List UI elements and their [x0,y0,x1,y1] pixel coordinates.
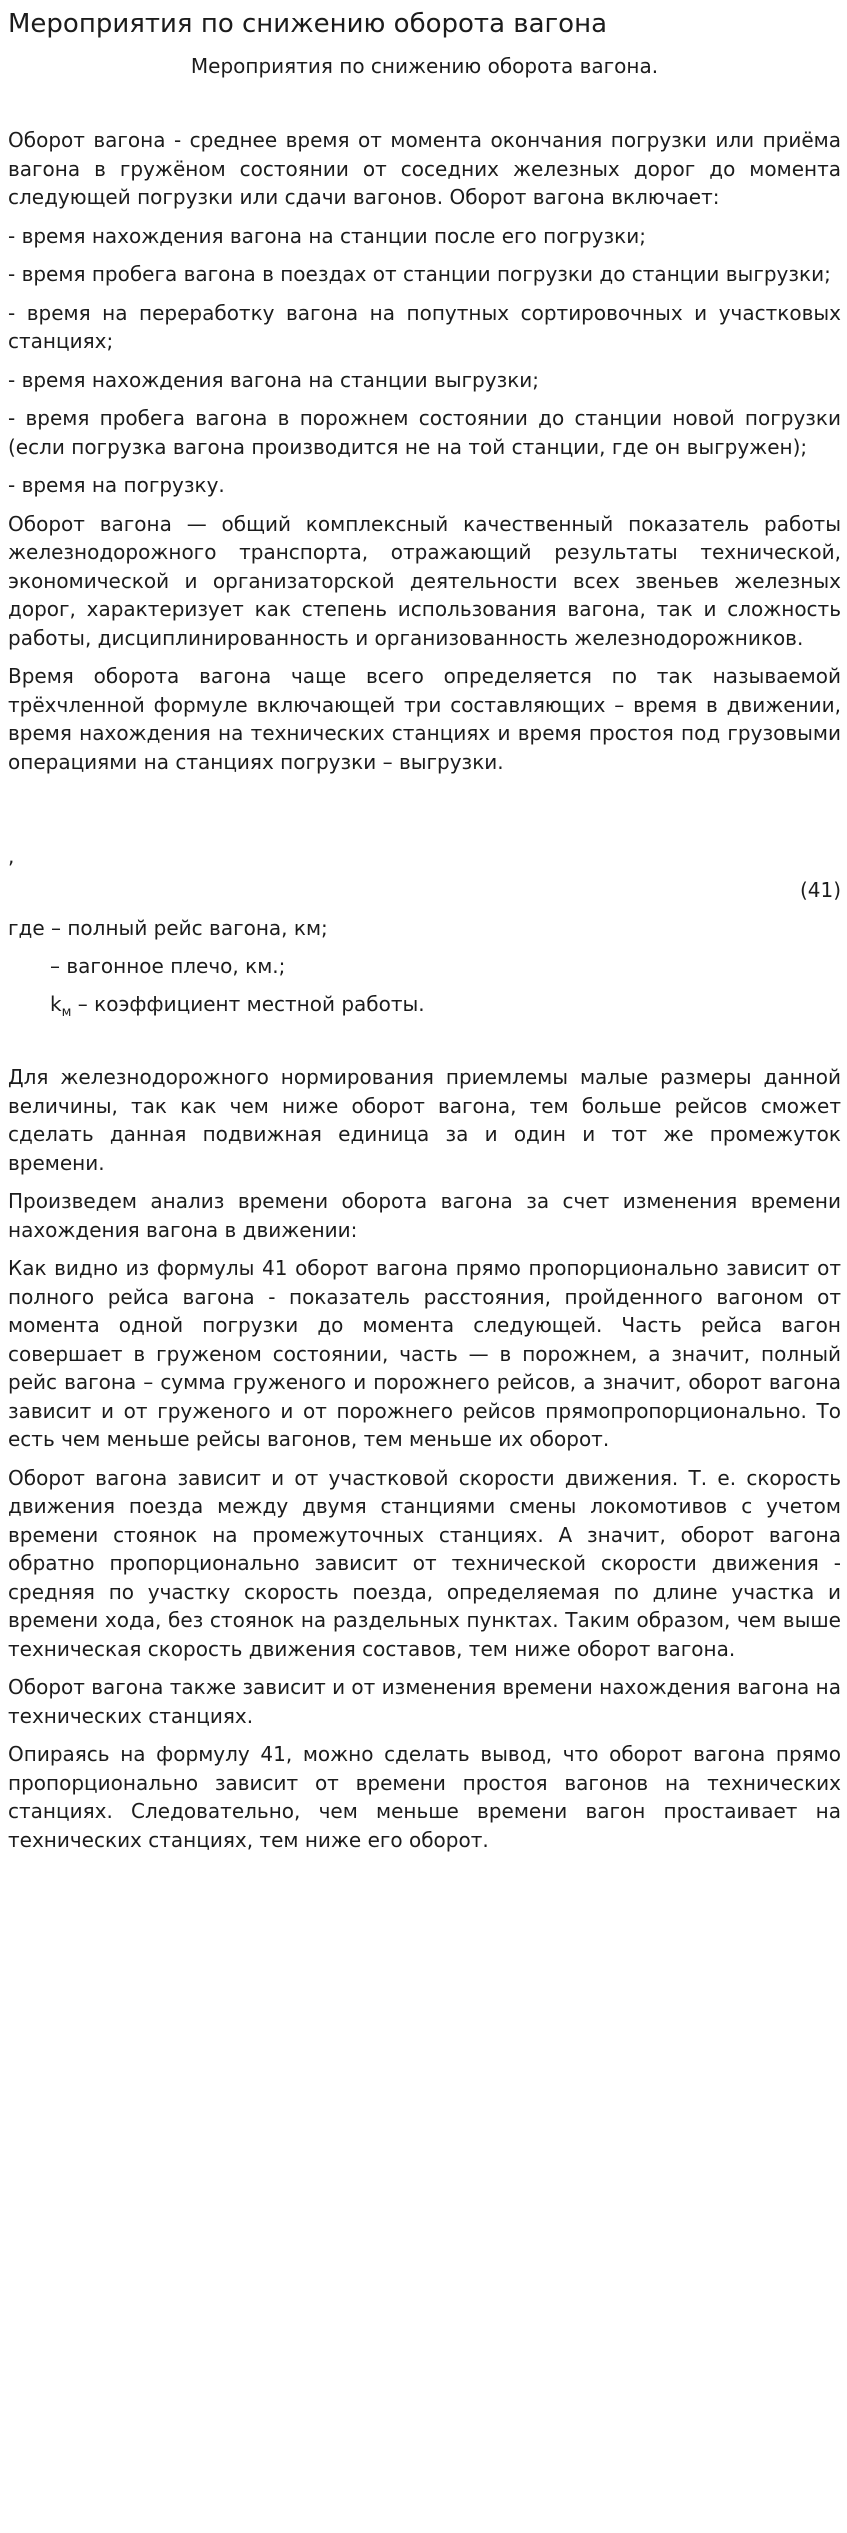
document-subtitle: Мероприятия по снижению оборота вагона. [190,54,659,78]
body-paragraph: Оборот вагона также зависит и от изменения времени нахождения вагона на технических станциях. [8,1675,841,1728]
legend-row-wagon-arm: – вагонное плечо, км.; [50,954,286,978]
formula-intro-paragraph: Время оборота вагона чаще всего определяется по так называемой трёхчленной формуле включающей три составляющих – время в движении, время нахождения на технических станциях и время простоя под грузовыми операциями на станциях погрузки – выгрузки. [8,664,841,774]
list-item: - время нахождения вагона на станции выгрузки; [8,367,540,392]
formula-number: (41) [799,878,841,902]
formula-comma: , [8,844,15,868]
body-paragraph: Оборот вагона зависит и от участковой скорости движения. Т. е. скорость движения поезда между двумя станциями смены локомотивов с учетом времени стоянок на промежуточных станциях. А значит, оборот вагона обратно пропорционально зависит от технической скорости движения - средняя по участку скорость поезда, определяемая по длине участка и времени хода, без стоянок на раздельных пунктах. Таким образом, чем выше техническая скорость движения составов, тем ниже оборот вагона. [8,1465,841,1661]
intro-paragraph: Оборот вагона - среднее время от момента окончания погрузки или приёма вагона в гружёном состоянии от соседних железных дорог до момента следующей погрузки или сдачи вагонов. Оборот вагона включает: [8,128,841,209]
legend-row-full-trip: где – полный рейс вагона, км; [8,916,328,940]
body-paragraph: Опираясь на формулу 41, можно сделать вывод, что оборот вагона прямо пропорционально зависит от времени простоя вагонов на технических станциях. Следовательно, чем меньше времени вагон простаивает на технических станциях, тем ниже его оборот. [8,1742,841,1852]
list-item: - время на погрузку. [8,473,225,497]
body-paragraph: Произведем анализ времени оборота вагона за счет изменения времени нахождения вагона в движении: [8,1189,841,1242]
general-paragraph: Оборот вагона — общий комплексный качественный показатель работы железнодорожного транспорта, отражающий результаты технической, экономической и организаторской деятельности всех звеньев железных дорог, характеризует как степень использования вагона, так и сложность работы, дисциплинированность и организованность железнодорожников. [8,511,841,650]
formula-spacer [8,786,841,826]
document-page [8,0,841,1864]
body-paragraph: Как видно из формулы 41 оборот вагона прямо пропорционально зависит от полного рейса вагона - показатель расстояния, пройденного вагоном от момента одной погрузки до момента следующей. Часть рейса вагон совершает в груженом состоянии, часть — в порожнем, а значит, полный рейс вагона – сумма груженого и порожнего рейсов, а значит, оборот вагона зависит и от груженого и от порожнего рейсов прямопропорционально. То есть чем меньше рейсы вагонов, тем меньше их оборот. [8,1256,841,1451]
list-item: - время пробега вагона в порожнем состоянии до станции новой погрузки (если погрузка вагона производится не на той станции, где он выгружен); [8,406,841,459]
coefficient-symbol: k [50,992,62,1016]
list-item: - время на переработку вагона на попутных сортировочных и участковых станциях; [8,300,841,353]
legend-row-local-work [8,990,841,1027]
body-paragraph: Для железнодорожного нормирования приемлемы малые размеры данной величины, так как чем ниже оборот вагона, тем больше рейсов сможет сделать данная подвижная единица за и один и тот же промежуток времени. [8,1065,841,1175]
page-title: Мероприятия по снижению оборота вагона [8,9,608,39]
coefficient-subscript: м [61,1005,72,1020]
list-item: - время нахождения вагона на станции после его погрузки; [8,223,646,248]
coefficient-description: – коэффициент местной работы. [71,992,425,1016]
list-item: - время пробега вагона в поездах от станции погрузки до станции выгрузки; [8,262,831,286]
